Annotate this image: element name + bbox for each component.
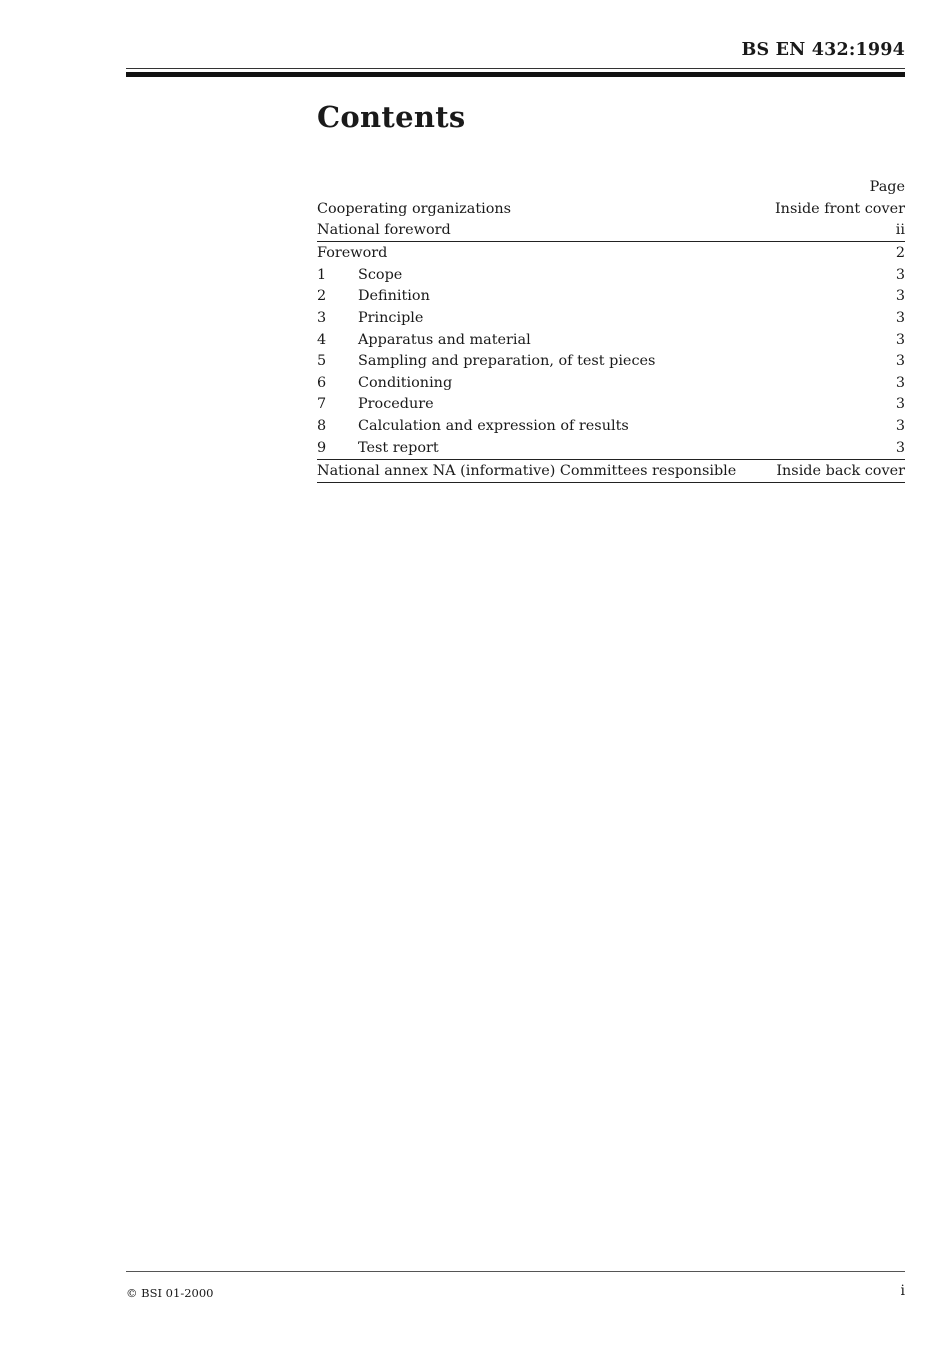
toc-entry-label: Cooperating organizations (317, 200, 512, 217)
copyright-notice: © BSI 01-2000 (126, 1286, 214, 1300)
toc-entry-label: Procedure (358, 396, 434, 413)
toc-entry-label: Principle (358, 309, 424, 326)
footer-rule (126, 1271, 905, 1272)
document-id: BS EN 432:1994 (741, 40, 905, 60)
header-rule-thin (126, 68, 905, 69)
toc-entry[interactable] (317, 199, 905, 221)
toc-entry[interactable] (317, 416, 905, 438)
toc-entry-page: ii (895, 222, 905, 239)
toc-entry-number: 2 (317, 288, 327, 305)
page-title: Contents (317, 100, 466, 134)
toc-entry[interactable] (317, 220, 905, 242)
toc-entry[interactable] (317, 351, 905, 373)
toc-entry[interactable] (317, 438, 905, 460)
toc-entry-number: 5 (317, 353, 327, 370)
toc-entry-page: 3 (895, 266, 905, 283)
toc-entry[interactable] (317, 460, 905, 483)
table-of-contents (317, 177, 905, 483)
header-rule-thick (126, 72, 905, 77)
toc-entry-number: 7 (317, 396, 327, 413)
toc-entry[interactable] (317, 330, 905, 352)
toc-entry-number: 1 (317, 266, 327, 283)
toc-entry-page: 3 (895, 353, 905, 370)
toc-entry-label: Calculation and expression of results (358, 417, 629, 434)
toc-entry-label: Definition (358, 288, 430, 305)
toc-entry-number: 3 (317, 309, 327, 326)
toc-entry-number: 9 (317, 439, 327, 456)
toc-entry-page: 3 (895, 288, 905, 305)
toc-entry-label: National foreword (317, 222, 451, 239)
toc-entry[interactable] (317, 373, 905, 395)
toc-entry-label: Conditioning (358, 374, 453, 391)
toc-entry-label: Apparatus and material (358, 331, 531, 348)
toc-entry-label: Test report (358, 439, 439, 456)
page-column-label: Page (869, 179, 905, 195)
toc-entry-page: Inside front cover (775, 200, 905, 217)
toc-entry[interactable] (317, 286, 905, 308)
page-number: i (900, 1283, 905, 1299)
toc-entry[interactable] (317, 394, 905, 416)
toc-entry-number: 6 (317, 374, 327, 391)
toc-entry-page: 2 (895, 245, 905, 262)
toc-entry-page: 3 (895, 309, 905, 326)
toc-entry-page: 3 (895, 439, 905, 456)
toc-entry-number: 4 (317, 331, 327, 348)
toc-entry[interactable] (317, 308, 905, 330)
toc-entry-page: 3 (895, 396, 905, 413)
toc-entry-label: Scope (358, 266, 403, 283)
toc-entry-label: National annex NA (informative) Committees responsible (317, 462, 737, 479)
toc-page-header (317, 177, 905, 199)
toc-entry-page: 3 (895, 417, 905, 434)
toc-entry-label: Sampling and preparation, of test pieces (358, 353, 656, 370)
toc-entry[interactable] (317, 242, 905, 265)
toc-entry[interactable] (317, 265, 905, 287)
toc-entry-page: 3 (895, 331, 905, 348)
toc-entry-page: 3 (895, 374, 905, 391)
toc-entry-page: Inside back cover (776, 462, 905, 479)
toc-entry-number: 8 (317, 417, 327, 434)
toc-entry-label: Foreword (317, 245, 388, 262)
